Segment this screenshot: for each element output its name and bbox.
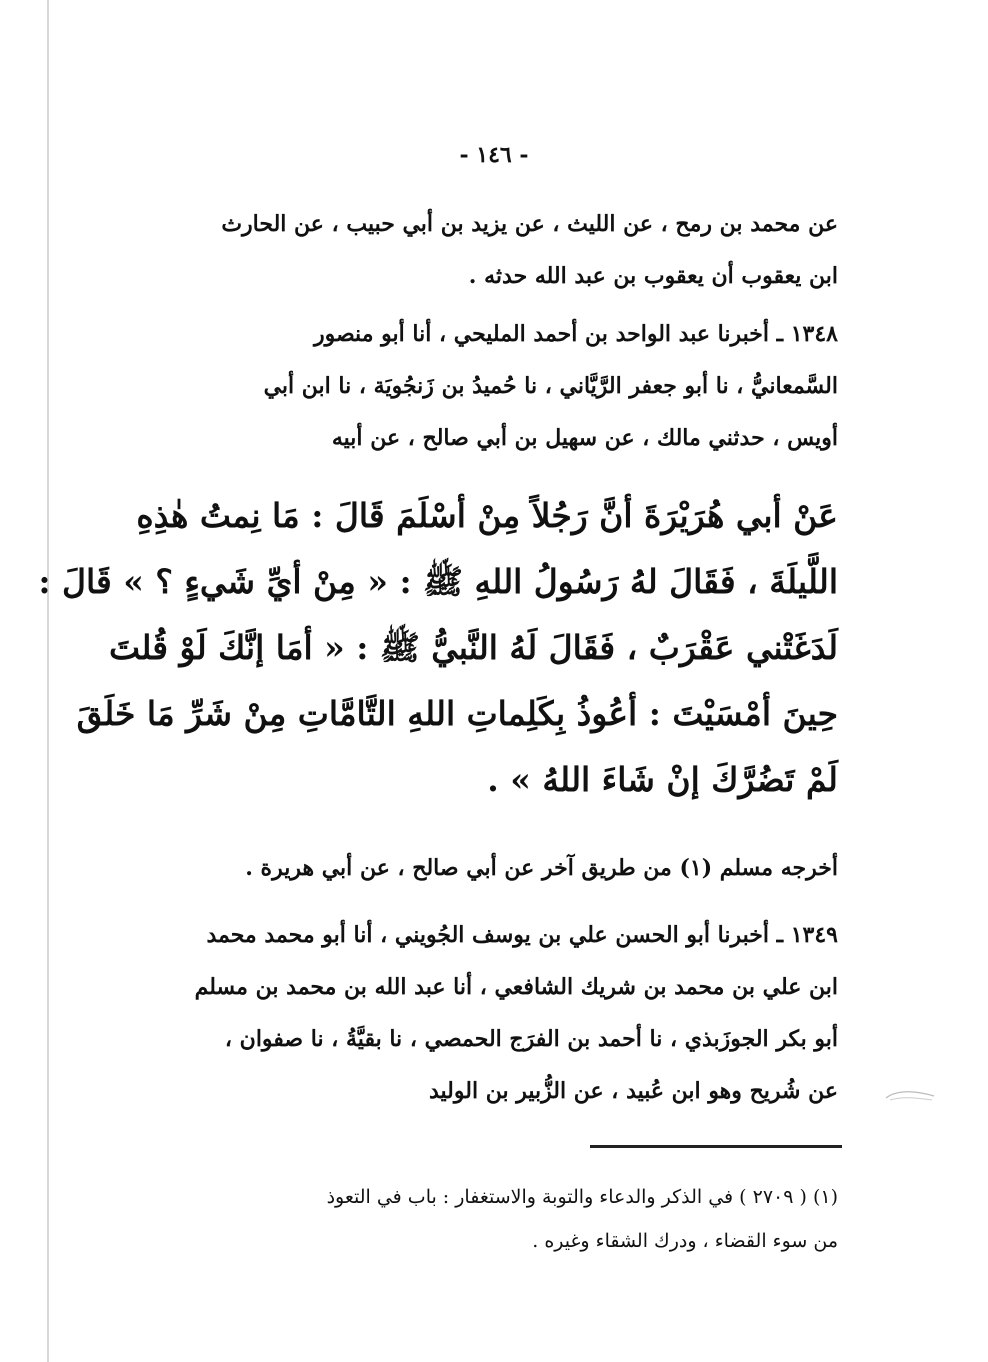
text-line: السَّمعانيُّ ، نا أبو جعفر الرَّيَّاني ، نا حُميدُ بن زَنجُويَة ، نا ابن أبي [263,373,838,399]
text-line: ١٣٤٨ ـ أخبرنا عبد الواحد بن أحمد المليحي ، أنا أبو منصور [313,321,838,347]
intro-paragraph [188,198,838,302]
margin-pencil-mark [884,1086,936,1106]
hadith-line: لَمْ تَضُرَّكَ إنْ شَاءَ اللهُ » . [487,760,838,799]
isnad-1348 [188,308,838,464]
text-line: ١٣٤٩ ـ أخبرنا أبو الحسن علي بن يوسف الجُويني ، أنا أبو محمد محمد [206,922,838,948]
text-line: أخرجه مسلم (١) من طريق آخر عن أبي صالح ، عن أبي هريرة . [245,855,838,881]
footnote-separator [590,1145,842,1148]
text-line: ابن يعقوب أن يعقوب بن عبد الله حدثه . [468,263,838,289]
isnad-1349 [188,909,838,1117]
footnote-line: من سوء القضاء ، ودرك الشقاء وغيره . [532,1230,838,1252]
hadith-line: حِينَ أمْسَيْتَ : أعُوذُ بِكَلِماتِ اللهِ التَّامَّاتِ مِنْ شَرِّ مَا خَلَقَ [76,694,838,733]
text-line: أويس ، حدثني مالك ، عن سهيل بن أبي صالح ، عن أبيه [331,425,838,451]
hadith-line: اللَّيلَةَ ، فَقَالَ لهُ رَسُولُ اللهِ ﷺ : « مِنْ أيِّ شَيءٍ ؟ » قَالَ : [38,562,838,601]
footnote [188,1175,838,1263]
hadith-text [38,483,838,813]
binding-edge [47,0,49,1362]
text-line: عن شُريح وهو ابن عُبيد ، عن الزُّبير بن الوليد [429,1078,838,1104]
text-line: ابن علي بن محمد بن شريك الشافعي ، أنا عبد الله بن محمد بن مسلم [194,974,838,1000]
text-line: عن محمد بن رمح ، عن الليث ، عن يزيد بن أبي حبيب ، عن الحارث [221,211,838,237]
text-line: أبو بكر الجوزَبذي ، نا أحمد بن الفرَج الحمصي ، نا بقيَّةُ ، نا صفوان ، [224,1026,838,1052]
footnote-line: (١) ( ٢٧٠٩ ) في الذكر والدعاء والتوبة والاستغفار : باب في التعوذ [326,1186,838,1208]
takhrij [188,842,838,894]
hadith-line: لَدَغَتْني عَقْرَبٌ ، فَقَالَ لَهُ النَّبيُّ ﷺ : « أمَا إنَّكَ لَوْ قُلتَ [108,628,838,667]
hadith-line: عَنْ أبي هُرَيْرَةَ أنَّ رَجُلاً مِنْ أسْلَمَ قَالَ : مَا نِمتُ هٰذِهِ [136,496,838,535]
page-number: - ١٤٦ - [459,142,529,168]
